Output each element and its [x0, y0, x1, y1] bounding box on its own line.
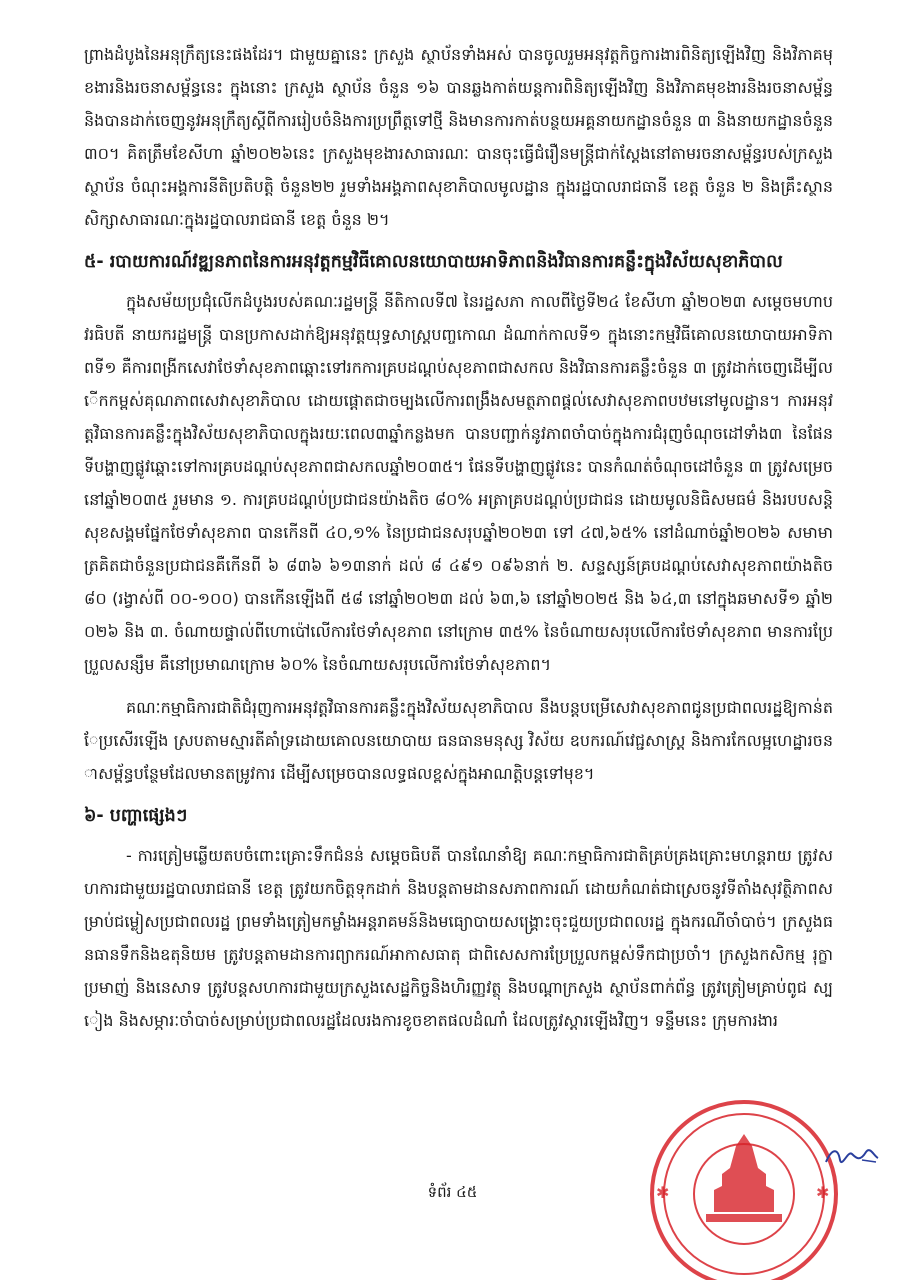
section-heading-6: ៦- បញ្ហាផ្សេងៗ [84, 806, 188, 826]
official-seal-stamp [636, 1094, 851, 1280]
page-number: ទំព័រ ៤៥ [427, 1183, 478, 1201]
paragraph-flood-preparedness: - ការត្រៀមឆ្លើយតបចំពោះគ្រោះទឹកជំនន់ សម្តេចធិបតី បានណែនាំឱ្យ គណៈកម្មាធិការជាតិគ្រប់គ្រងគ្រោះមហន្តរាយ ត្រូវសហការជាមួយរដ្ឋបាលរាជធានី ខេត្ត ត្រូវយកចិត្តទុកដាក់ និងបន្តតាមដានសភាពការណ៍ ដោយកំណត់ជាស្រេចនូវទីតាំងសុវត្ថិភាពសម្រាប់ជម្លៀសប្រជាពលរដ្ឋ ព្រមទាំងត្រៀមកម្លាំងអន្តរាគមន៍និងមធ្យោបាយសង្គ្រោះចុះជួយប្រជាពលរដ្ឋ ក្នុងករណីចាំបាច់។ ក្រសួងធនធានទឹកនិងឧតុនិយម ត្រូវបន្តតាមដានការព្យាករណ៍អាកាសធាតុ ជាពិសេសការប្រែប្រួលកម្ពស់ទឹកជាប្រចាំ។ ក្រសួងកសិកម្ម រុក្ខាប្រមាញ់ និងនេសាទ ត្រូវបន្តសហការជាមួយក្រសួងសេដ្ឋកិច្ចនិងហិរញ្ញវត្ថុ និងបណ្តាក្រសួង ស្ថាប័នពាក់ព័ន្ធ ត្រូវត្រៀមគ្រាប់ពូជ ស្បៀង និងសម្ភារៈចាំបាច់សម្រាប់ប្រជាពលរដ្ឋដែលរងការខូចខាតផលដំណាំ ដែលត្រូវស្តារឡើងវិញ។ ទន្ទឹមនេះ ក្រុមការងារ [84, 846, 833, 1030]
svg-text:✱: ✱ [816, 1183, 830, 1202]
section-heading-5: ៥- របាយការណ៍វឌ្ឍនភាពនៃការអនុវត្តកម្មវិធីគោលនយោបាយអាទិភាពនិងវិធានការគន្លឹះក្នុងវិស័យសុខាភិបាល [84, 252, 783, 272]
svg-text:✱: ✱ [656, 1183, 670, 1202]
handwritten-signature [822, 1140, 882, 1170]
paragraph-continuation: ព្រាងដំបូងនៃអនុក្រឹត្យនេះផងដែរ។ ជាមួយគ្នានេះ ក្រសួង ស្ថាប័នទាំងអស់ បានចូលរួមអនុវត្តកិច្ចការងារពិនិត្យឡើងវិញ និងវិភាគមុខងារនិងរចនាសម្ព័ន្ធនេះ ក្នុងនោះ ក្រសួង ស្ថាប័ន ចំនួន ១៦ បានឆ្លងកាត់យន្តការពិនិត្យឡើងវិញ និងវិភាគមុខងារនិងរចនាសម្ព័ន្ធ និងបានដាក់ចេញនូវអនុក្រឹត្យស្តីពីការរៀបចំនិងការប្រព្រឹត្តទៅថ្មី និងមានការកាត់បន្ថយអគ្គនាយកដ្ឋានចំនួន ៣ និងនាយកដ្ឋានចំនួន ៣០។ គិតត្រឹមខែសីហា ឆ្នាំ២០២៦នេះ ក្រសួងមុខងារសាធារណៈ បានចុះធ្វើជំរឿនមន្ត្រីជាក់ស្តែងនៅតាមរចនាសម្ព័ន្ធរបស់ក្រសួង ស្ថាប័ន ចំណុះអង្គការនីតិប្រតិបត្តិ ចំនួន២២ រួមទាំងអង្គភាពសុខាភិបាលមូលដ្ឋាន ក្នុងរដ្ឋបាលរាជធានី ខេត្ត ចំនួន ២ និងគ្រឹះស្ថានសិក្សាសាធារណៈក្នុងរដ្ឋបាលរាជធានី ខេត្ត ចំនួន ២។ [84, 45, 833, 229]
paragraph-health-progress: ក្នុងសម័យប្រជុំលើកដំបូងរបស់គណៈរដ្ឋមន្ត្រី នីតិកាលទី៧ នៃរដ្ឋសភា កាលពីថ្ងៃទី២៤ ខែសីហា ឆ្នាំ២០២៣ សម្តេចមហាបវរធិបតី នាយករដ្ឋមន្ត្រី បានប្រកាសដាក់ឱ្យអនុវត្តយុទ្ធសាស្ត្របញ្ចកោណ ដំណាក់កាលទី១ ក្នុងនោះកម្មវិធីគោលនយោបាយអាទិភាពទី១ គឺការពង្រីកសេវាថែទាំសុខភាពឆ្ពោះទៅរកការគ្របដណ្តប់សុខភាពជាសកល និងវិធានការគន្លឹះចំនួន ៣ ត្រូវដាក់ចេញដើម្បីលើកកម្ពស់គុណភាពសេវាសុខាភិបាល ដោយផ្តោតជាចម្បងលើការពង្រឹងសមត្ថភាពផ្តល់សេវាសុខភាពបឋមនៅមូលដ្ឋាន។ ការអនុវត្តវិធានការគន្លឹះក្នុងវិស័យសុខាភិបាលក្នុងរយៈពេល៣ឆ្នាំកន្លងមក បានបញ្ជាក់នូវភាពចាំបាច់ក្នុងការជំរុញចំណុចដៅទាំង៣ នៃផែនទីបង្ហាញផ្លូវឆ្ពោះទៅការគ្របដណ្តប់សុខភាពជាសកលឆ្នាំ២០៣៥។ ផែនទីបង្ហាញផ្លូវនេះ បានកំណត់ចំណុចដៅចំនួន ៣ ត្រូវសម្រេចនៅឆ្នាំ២០៣៥ រួមមាន ១. ការគ្របដណ្តប់ប្រជាជនយ៉ាងតិច ៨០% អត្រាគ្របដណ្តប់ប្រជាជន ដោយមូលនិធិសមធម៌ និងរបបសន្តិសុខសង្គមផ្នែកថែទាំសុខភាព បានកើនពី ៤០,១% នៃប្រជាជនសរុបឆ្នាំ២០២៣ ទៅ ៤៧,៦៥% នៅដំណាច់ឆ្នាំ២០២៦ សមាមាត្រគិតជាចំនួនប្រជាជនគឺកើនពី ៦ ៨៣៦ ៦១៣នាក់ ដល់ ៨ ៤៩១ ០៩៦នាក់ ២. សន្ទស្សន៍គ្របដណ្តប់សេវាសុខភាពយ៉ាងតិច ៨០ (រង្វាស់ពី ០០-១០០) បានកើនឡើងពី ៥៨ នៅឆ្នាំ២០២៣ ដល់ ៦៣,៦ នៅឆ្នាំ២០២៥ និង ៦៤,៣ នៅក្នុងឆមាសទី១ ឆ្នាំ២០២៦ និង ៣. ចំណាយផ្ទាល់ពីហោប៉ៅលើការថែទាំសុខភាព នៅក្រោម ៣៥% នៃចំណាយសរុបលើការថែទាំសុខភាព មានការប្រែប្រួលសន្សឹម គឺនៅប្រមាណក្រោម ៦០% នៃចំណាយសរុបលើការថែទាំសុខភាព។ [84, 292, 834, 674]
paragraph-committee: គណៈកម្មាធិការជាតិជំរុញការអនុវត្តវិធានការគន្លឹះក្នុងវិស័យសុខាភិបាល នឹងបន្តបម្រើសេវាសុខភាពជូនប្រជាពលរដ្ឋឱ្យកាន់តែប្រសើរឡើង ស្របតាមស្មារតីគាំទ្រដោយគោលនយោបាយ ធនធានមនុស្ស វិស័យ ឧបករណ៍វេជ្ជសាស្ត្រ និងការកែលម្អហេដ្ឋារចនាសម្ព័ន្ធបន្ថែមដែលមានតម្រូវការ ដើម្បីសម្រេចបានលទ្ធផលខ្ពស់ក្នុងអាណត្តិបន្តទៅមុខ។ [84, 698, 833, 783]
